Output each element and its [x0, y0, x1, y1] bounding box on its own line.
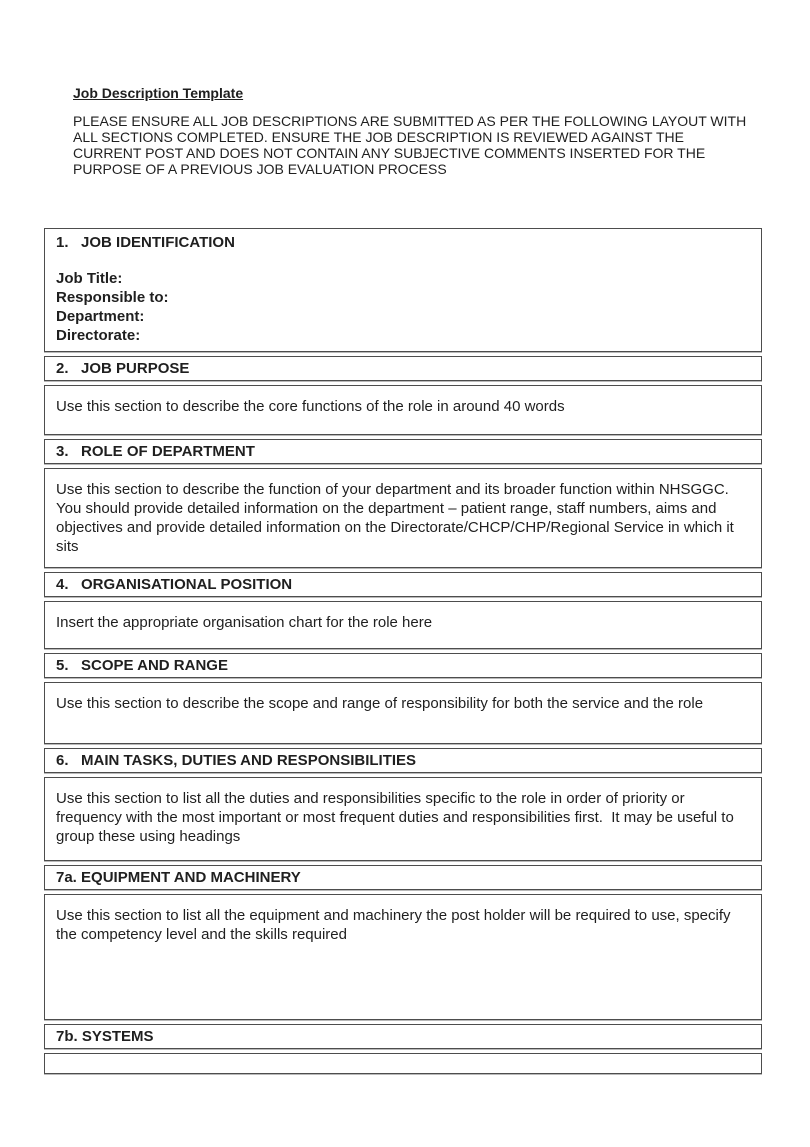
- field-label-directorate: Directorate:: [56, 327, 141, 344]
- field-label-job-title: Job Title:: [56, 270, 123, 287]
- intro-paragraph: PLEASE ENSURE ALL JOB DESCRIPTIONS ARE SUBMITTED AS PER THE FOLLOWING LAYOUT WITH ALL SECTIONS COMPLETED. ENSURE THE JOB DESCRIPTION IS REVIEWED AGAINST THE CURRENT POST AND DOES NOT CONTAIN ANY SUBJECTIVE COMMENTS INSERTED FOR THE PURPOSE OF A PREVIOUS JOB EVALUATION PROCESS: [73, 113, 750, 177]
- section-2-body: Use this section to describe the core functions of the role in around 40 words: [44, 385, 762, 435]
- section-4-heading: 4. ORGANISATIONAL POSITION: [44, 572, 762, 597]
- field-label-responsible-to: Responsible to:: [56, 289, 169, 306]
- field-label-department: Department:: [56, 308, 145, 325]
- section-6-body: Use this section to list all the duties and responsibilities specific to the role in order of priority or frequency with the most important or most frequent duties and responsibilities first. It may be useful to group these using headings: [44, 777, 762, 861]
- section-3-heading: 3. ROLE OF DEPARTMENT: [44, 439, 762, 464]
- document-title: Job Description Template: [73, 85, 244, 101]
- job-description-form: [44, 228, 762, 1074]
- section-1-job-identification: [44, 228, 762, 352]
- section-7a-heading: 7a. EQUIPMENT AND MACHINERY: [44, 865, 762, 890]
- section-3-body: Use this section to describe the function of your department and its broader function within NHSGGC. You should provide detailed information on the department – patient range, staff numbers, aims and objectives and provide detailed information on the Directorate/CHCP/CHP/Regional Service in which it sits: [44, 468, 762, 568]
- section-6-heading: 6. MAIN TASKS, DUTIES AND RESPONSIBILITIES: [44, 748, 762, 773]
- section-7a-body: Use this section to list all the equipment and machinery the post holder will be required to use, specify the competency level and the skills required: [44, 894, 762, 1020]
- section-1-fields: [56, 269, 750, 345]
- section-5-body: Use this section to describe the scope and range of responsibility for both the service and the role: [44, 682, 762, 744]
- section-7b-heading: 7b. SYSTEMS: [44, 1024, 762, 1049]
- section-2-heading: 2. JOB PURPOSE: [44, 356, 762, 381]
- section-1-heading: 1. JOB IDENTIFICATION: [56, 234, 235, 251]
- section-5-heading: 5. SCOPE AND RANGE: [44, 653, 762, 678]
- section-4-body: Insert the appropriate organisation chart for the role here: [44, 601, 762, 649]
- section-7b-empty-row: [44, 1053, 762, 1074]
